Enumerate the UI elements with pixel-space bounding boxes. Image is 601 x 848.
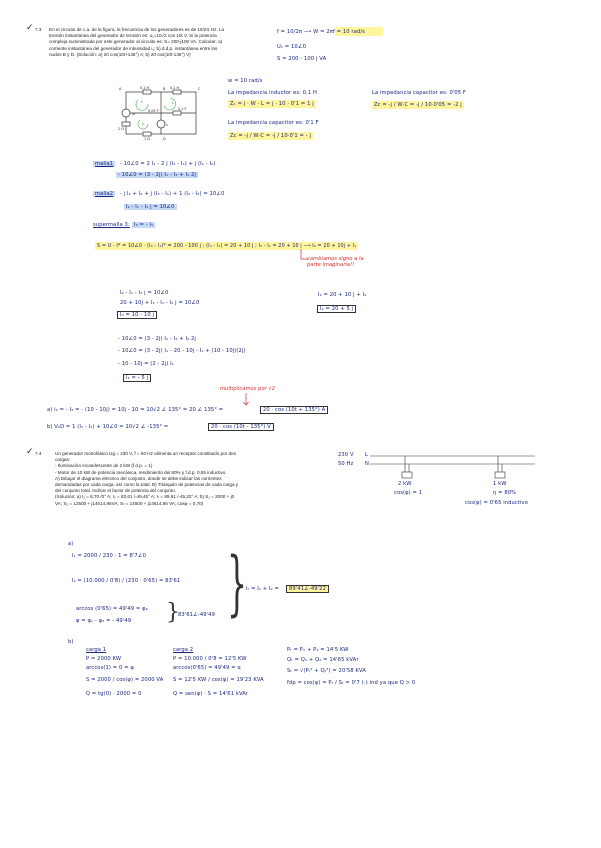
load1-power: 2 kW [398, 481, 412, 487]
complex-power: S = 200 - 100 j VA [277, 56, 327, 62]
svg-text:I₁: I₁ [141, 100, 144, 104]
single-line-diagram [360, 452, 540, 492]
part-b-label: b) [68, 639, 74, 645]
answer-b: b) V₀D = 1 (I₁ - I₂) + 10∠0 = 10√2 ∠ -135° = [47, 424, 169, 430]
total-current: Iₜ = I₁ + I₂ = [246, 586, 279, 592]
answer-a-result: 20 · cos (10t + 135°) A [260, 406, 328, 414]
malla2-simplified: I₂ - I₁ - I₃ j = 10∠0 [126, 204, 175, 210]
problem-number: 7.4 [35, 451, 42, 456]
capacitor2-label: La impedancia capacitor es: 0'1 F [228, 120, 319, 126]
check-mark: ✓ [26, 447, 34, 457]
inductor-impedance: Z₁ = j · W · L = j · 10 · 0'1 = 1 j [230, 101, 314, 107]
i1-result: I₁ = - 5 j [123, 374, 151, 382]
frequency-line: f = 10/2π ⟶ W = 2πf = 10 rad/s [277, 29, 365, 35]
inductor-label: La impedancia inductor es: 0,1 H [228, 90, 318, 96]
part-a-label: a) [68, 541, 74, 547]
carga1-block: carga 1 P = 2000 KW arccos(1) = 0 = φ S = 2000 / cos(φ) = 2000 VA Q = tg(0) · 2000 = 0 [86, 647, 164, 697]
voltage-phasor: U₁ = 10∠0 [277, 44, 306, 50]
sign-change-note: cambiamos signo a la parte imaginaria!! [307, 256, 364, 268]
supermalla-label: supermalla 3: [93, 222, 130, 228]
r1-label: 2 Ω [118, 127, 124, 131]
malla1-simplified: - 10∠0 = (3 - 2j) I₁ - I₂ + I₃ 2j [118, 172, 196, 178]
problem-statement: Un generador monofásico Ug = 230 V, f = 50 Hz alimenta un receptor constituido por dos cargas: - Iluminación incandescente de 2 kW (f.d.p. = 1) - Motor de 10 kW de potencia mecánica, rendimiento del 80% y f.d.p. 0,65 inductivo. A) Dibujar el diagrama eléctrico del conjunto, donde se debe indicar las corrientes demandadas por cada carga, así como la total. B) Triángulo de potencias de cada carga y del conjunto total. Indicar el factor de potencia del conjunto. (Solución: a) I₁ = 8,70 /0° A; I₂ = 83,61 /-49,46° A; Iₜ = 89,51 /-45,22° A; b) S₁ = 2000 + j0 VA; S₂ = 12500 + j14614,95VA; Sₜ = 14500 + j14614,95 VA; cosφ = 0,70) [55, 451, 239, 506]
load2-power: 1 kW [493, 481, 507, 487]
brace-large: } [227, 542, 248, 624]
down-arrow [243, 393, 249, 407]
malla2-equation: - j I₂ + I₂ + j (I₂ - I₁) + 1 (I₂ - I₃) = 10∠0 [120, 191, 225, 197]
problem-statement: En el circuito de c.a. de la figura, la frecuencia de los generadores es de 10/2π Hz. La tensión instantánea del generador de tensión es: u₁=10√2 cos 10t V. Si la potencia compleja suministrada por este generador al circuito es: S= 200-j100 VA. Calcular: a) corriente instantánea del generador de intensidad i₁; b) d.d.p. instantánea entre los nudos B y D. (Solución: a) 20 cos(10t+135°) A; b) 20 cos(10t-135°) V) [49, 27, 225, 57]
l2-label: 0,1 H [170, 86, 180, 90]
load2-pf: cos(φ) = 0'65 inductivo [465, 500, 528, 506]
node-c: C [198, 87, 201, 91]
capacitor1-label: La impedancia capacitor es: 0'05 F [372, 90, 467, 96]
total-current-result: 89'41∠-49'22 [286, 585, 329, 593]
check-mark: ✓ [26, 23, 34, 33]
diagram-frequency: 50 Hz [338, 461, 354, 467]
capacitor1-impedance: Zc = -j / W·C = -j / 10·0'05 = -2 j [374, 102, 462, 108]
i2-result: I₂ = 20 + 5 j [317, 305, 356, 313]
diagram-voltage: 230 V [338, 452, 354, 458]
node-b: B [163, 87, 166, 91]
node-a: A [119, 87, 122, 91]
malla2-label: malla2 [95, 191, 114, 197]
line-eq-2: - 10∠0 = (3 - 2j) I₁ - 20 - 10j - I₁ + (10 - 10j)(2j) [118, 348, 246, 354]
brace-small: } [166, 600, 180, 625]
malla1-equation: - 10∠0 = 2 I₁ - 2 j (I₁ - I₃) + j (I₁ - I₂) [120, 161, 216, 167]
power-equation: S = U · I* = 10∠0 · (I₃ - I₁)* = 200 - 100 j ; (I₃ - I₁) = 20 + 10 j ; I₃ - I₁ = 20 + 10 j ⟶ I₃ = 20 + 10j + I₁ [97, 243, 357, 249]
r2-label: 1 Ω [144, 137, 150, 141]
multiply-note: multiplicamos por √2 [220, 386, 275, 392]
i1-label: i₁ [166, 123, 169, 127]
c1-label: 0,05 F [148, 109, 159, 113]
answer-a: a) i₁ = - I₃ = - (10 - 10j) = 10j - 10 = 10√2 ∠ 135° = 20 ∠ 135° = [47, 407, 224, 413]
totals-block: Pₜ = P₁ + P₂ = 14'5 KW Qₜ = Q₁ + Q₂ = 14'65 kVAr Sₜ = √(Pₜ² + Qₜ²) = 20'58 KVA fdp = cos(φ) = Pₜ / Sₜ = 0'7 (-) ind ya que Q > 0 [287, 647, 416, 686]
load2-efficiency: η = 80% [493, 490, 517, 496]
supermalla-equation: I₃ = - i₁ [134, 222, 154, 228]
l1-label: 0,1 H [140, 86, 150, 90]
arccos-calc: arccos (0'65) = 49'49 = φ₂ [76, 606, 148, 612]
problem-number: 7.3 [35, 27, 42, 32]
malla1-label: malla1 [95, 161, 114, 167]
node-d: D [163, 137, 166, 141]
line-eq-1: - 10∠0 = (3 - 2j) I₁ - I₂ + I₃ 2j [118, 336, 196, 342]
c2-label: 0,1 F [178, 107, 187, 111]
line-eq-3: - 10 - 10j = (2 - 2j) I₁ [118, 361, 174, 367]
diagram-line: L [365, 452, 368, 458]
omega-value: w = 10 rad/s [228, 78, 263, 84]
i2-phasor: 83'61∠-49'49 [178, 612, 215, 618]
circuit-diagram [118, 82, 208, 142]
substitution-2: 20 + 10j + I₁ - I₁ - I₃ j = 10∠0 [120, 300, 200, 306]
answer-b-result: 20 · cos (10t - 135°) V [208, 423, 274, 431]
carga2-block: carga 2 P = 10.000 / 0'8 = 12'5 KW arccos(0'65) = 49'49 = α S = 12'5 KW / cos(φ) = 19'23 KVA Q = sen(φ) · S = 14'61 kVAr [173, 647, 264, 697]
svg-text:I₂: I₂ [172, 101, 175, 105]
i2-equation: I₂ = 20 + 10 j + I₁ [318, 292, 367, 298]
capacitor2-impedance: Zc = -j / W·C = -j / 10·0'1 = - j [230, 133, 311, 139]
substitution-1: I₂ - I₁ - I₃ j = 10∠0 [120, 290, 169, 296]
svg-text:I₃: I₃ [142, 122, 145, 126]
phi-calc: φ = φᵤ - φ₂ = - 49'49 [76, 618, 132, 624]
diagram-neutral: N [365, 461, 369, 467]
i2-calc: I₂ = (10.000 / 0'8) / (230 · 0'65) = 83'61 [72, 578, 181, 584]
i3-result: I₃ = 10 - 10 j [117, 311, 157, 319]
load1-pf: cos(φ) = 1 [394, 490, 423, 496]
i1-calc: I₁ = 2000 / 230 · 1 = 8'7∠0 [72, 553, 146, 559]
u1-label: u₁ [132, 112, 136, 116]
